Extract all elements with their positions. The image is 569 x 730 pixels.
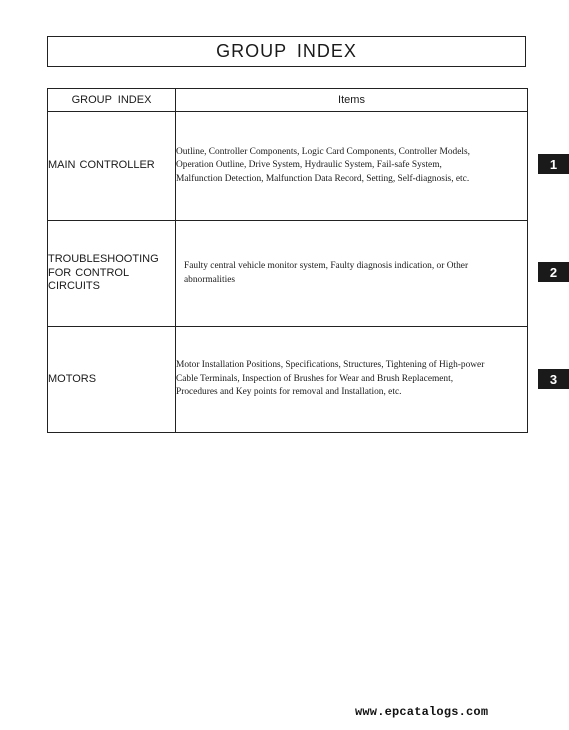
table-row: [48, 221, 528, 327]
items-description: [176, 221, 528, 327]
table-row: [48, 327, 528, 433]
table-row: [48, 112, 528, 221]
group-index-table: [47, 88, 528, 433]
items-line: Faulty central vehicle monitor system, Faulty diagnosis indication, or Other: [184, 261, 469, 271]
group-name-line: FOR CONTROL: [48, 266, 130, 279]
items-description: [176, 112, 528, 221]
items-line: Malfunction Detection, Malfunction Data Record, Setting, Self-diagnosis, etc.: [176, 173, 470, 184]
section-tab-1[interactable]: 1: [538, 154, 569, 174]
group-name-line: MOTORS: [48, 372, 97, 385]
table-header-row: [48, 89, 528, 112]
section-tab-2[interactable]: 2: [538, 262, 569, 282]
group-column-header: GROUP INDEX: [48, 89, 176, 112]
items-line: Operation Outline, Drive System, Hydraulic System, Fail-safe System,: [176, 160, 442, 171]
items-line: Cable Terminals, Inspection of Brushes for Wear and Brush Replacement,: [176, 373, 454, 384]
items-line: Procedures and Key points for removal and Installation, etc.: [176, 387, 402, 398]
items-description: [176, 327, 528, 433]
section-tab-3[interactable]: 3: [538, 369, 569, 389]
group-name-main-controller[interactable]: [48, 112, 176, 221]
page-title: GROUP INDEX: [47, 36, 526, 67]
group-name-troubleshooting[interactable]: [48, 221, 176, 327]
group-name-line: MAIN CONTROLLER: [48, 159, 155, 172]
items-column-header: Items: [176, 89, 528, 112]
items-line: Outline, Controller Components, Logic Card Components, Controller Models,: [176, 146, 470, 157]
items-line: abnormalities: [184, 274, 236, 285]
group-name-line: TROUBLESHOOTING: [48, 253, 159, 266]
group-name-line: CIRCUITS: [48, 280, 100, 293]
watermark-url: www.epcatalogs.com: [355, 705, 489, 719]
group-name-motors[interactable]: [48, 327, 176, 433]
items-line: Motor Installation Positions, Specifications, Structures, Tightening of High-power: [176, 360, 485, 371]
